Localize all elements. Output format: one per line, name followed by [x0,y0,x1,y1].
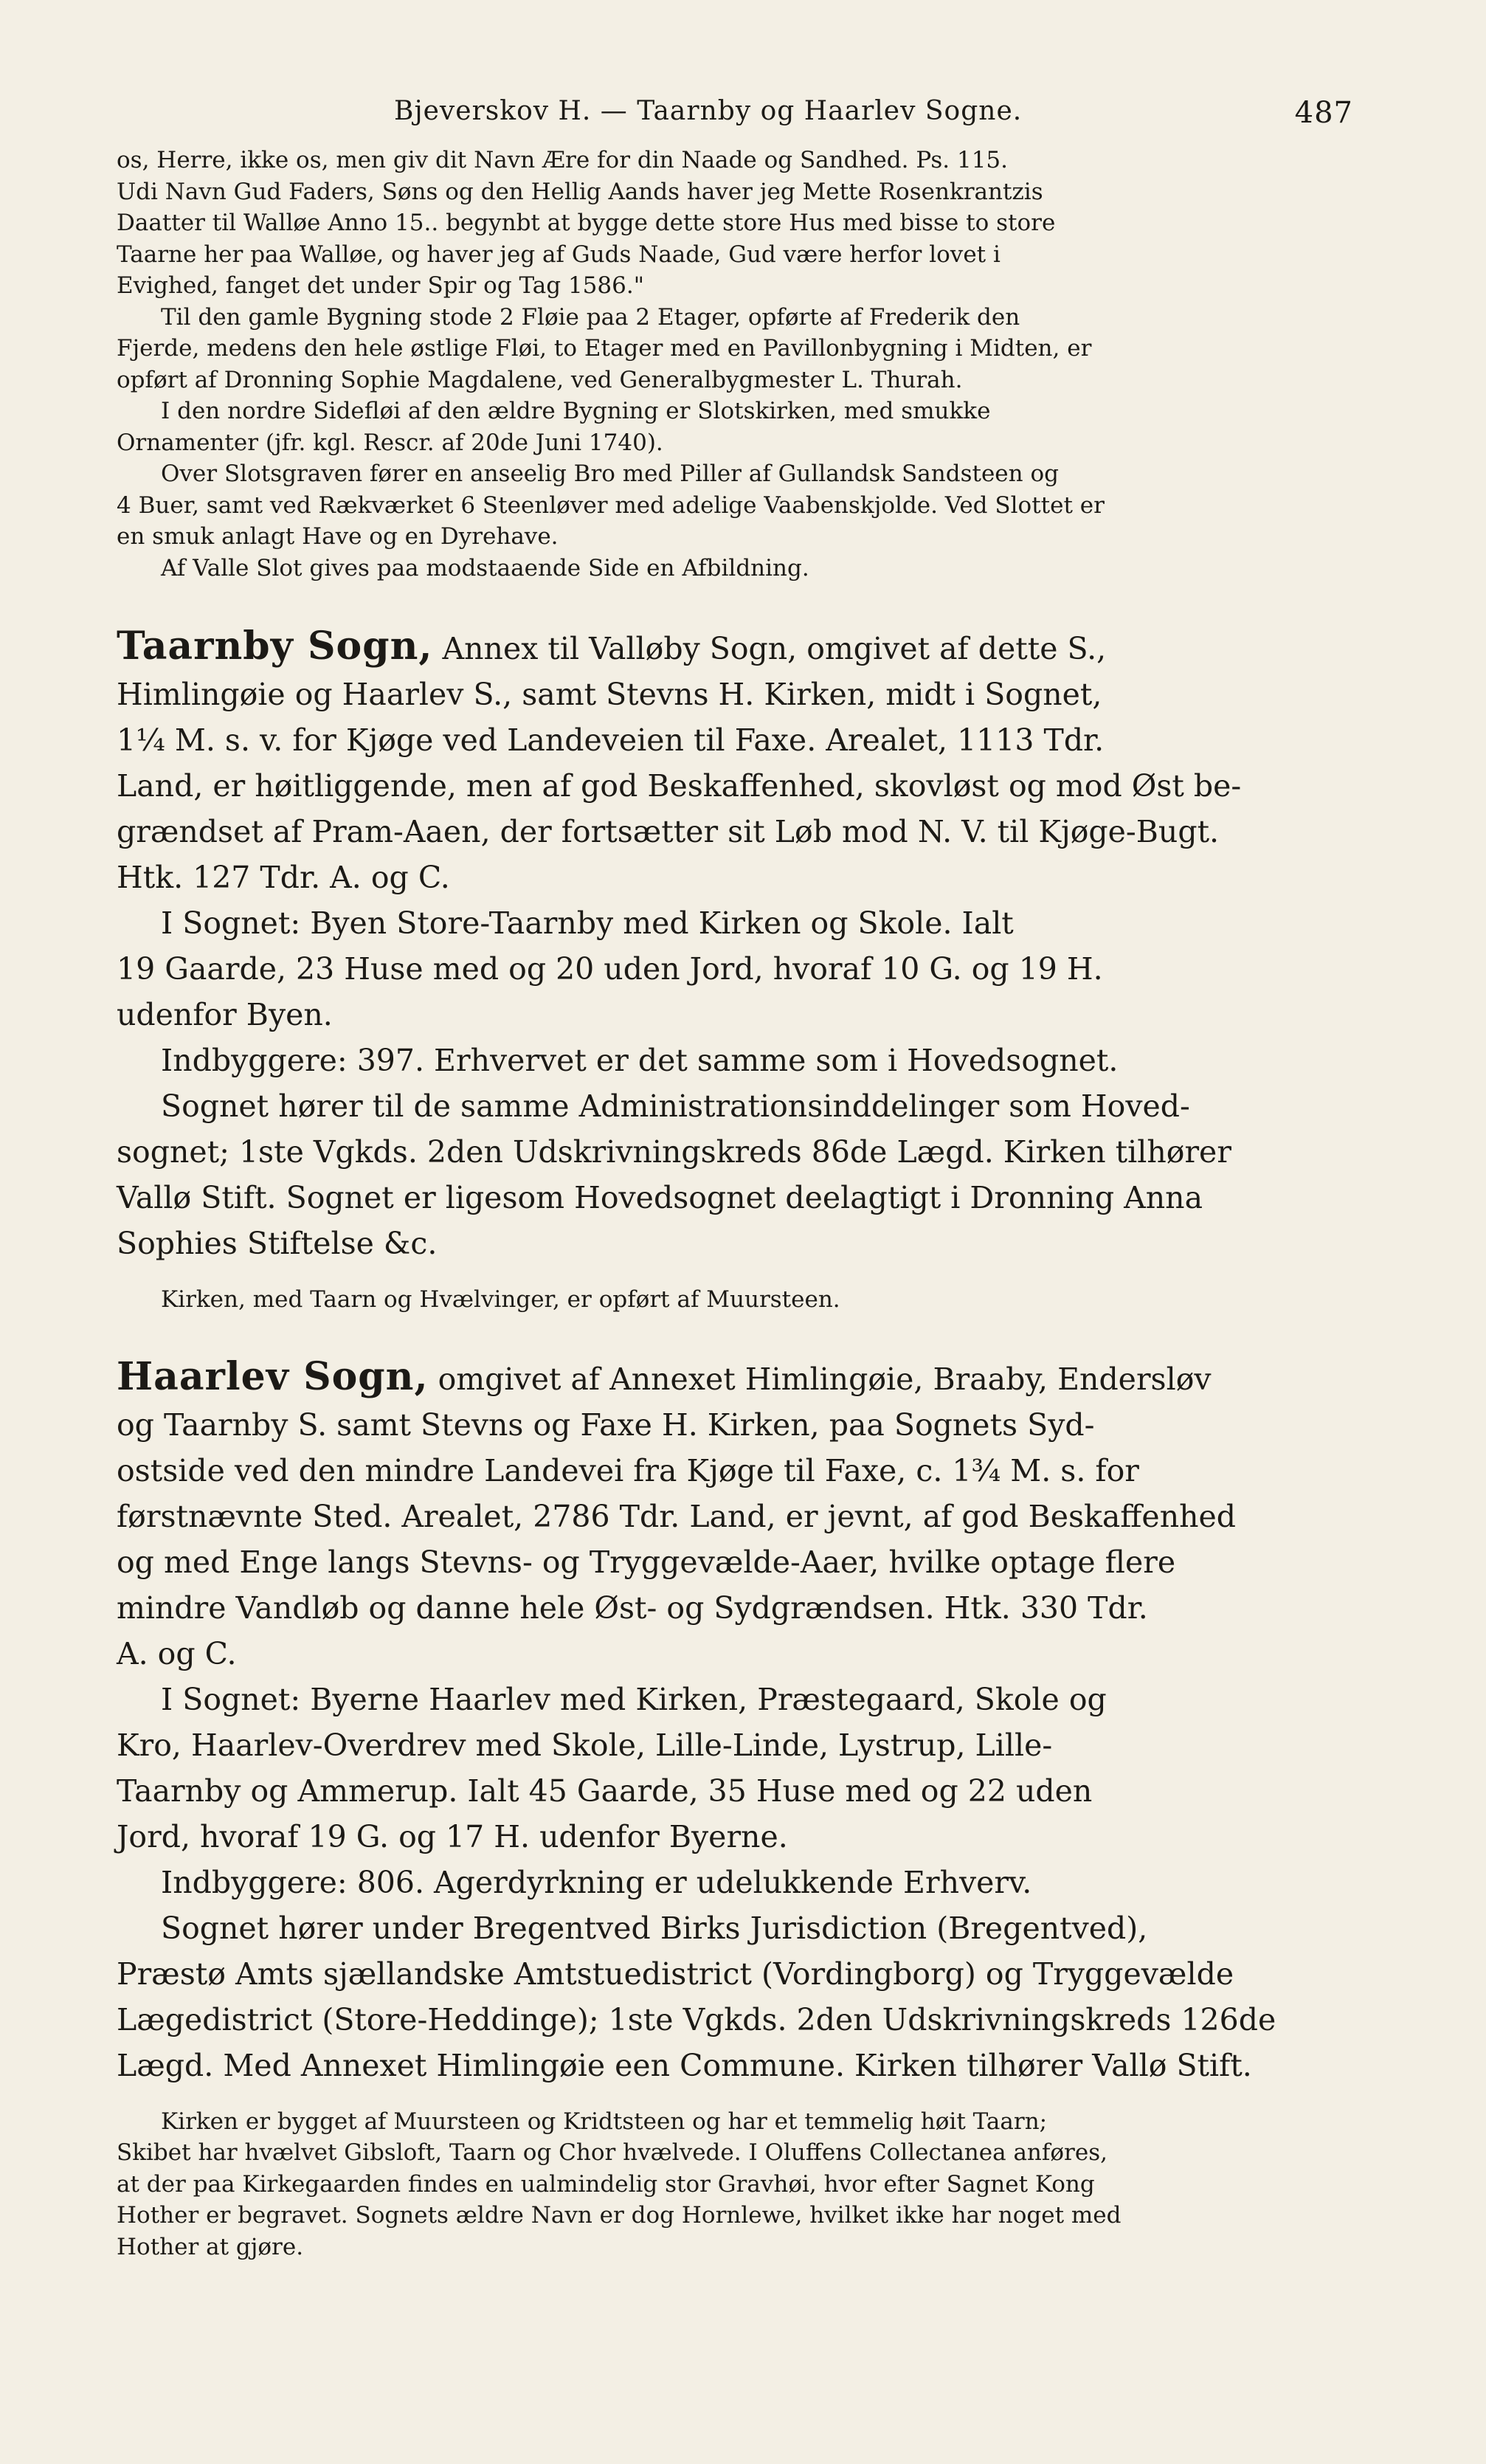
text-line: 19 Gaarde, 23 Huse med og 20 uden Jord, hvoraf 10 G. og 19 H. [117,951,1103,987]
text-line [117,1354,1353,1402]
text-line: opført af Dronning Sophie Magdalene, ved Generalbygmester L. Thurah. [117,366,963,393]
text-line: Sognet hører til de samme Administrationsinddelinger som Hoved- [161,1088,1190,1124]
text-line: Udi Navn Gud Faders, Søns og den Hellig Aands haver jeg Mette Rosenkrantzis [117,178,1043,205]
text-line: Kro, Haarlev-Overdrev med Skole, Lille-Linde, Lystrup, Lille- [117,1727,1053,1763]
text-line: Taarne her paa Walløe, og haver jeg af Guds Naade, Gud være herfor lovet i [117,241,1001,268]
footnote-line: Kirken er bygget af Muursteen og Kridtsteen og har et temmelig høit Taarn; [161,2108,1048,2135]
text-line: Lægedistrict (Store-Heddinge); 1ste Vgkds. 2den Udskrivningskreds 126de [117,2001,1276,2037]
text-line: Daatter til Walløe Anno 15.. begynbt at bygge dette store Hus med bisse to store [117,210,1056,236]
text-line: Jord, hvoraf 19 G. og 17 H. udenfor Byerne. [117,1818,788,1854]
text-line: Sophies Stiftelse &c. [117,1226,438,1261]
text-line: Lægd. Med Annexet Himlingøie een Commune. Kirken tilhører Vallø Stift. [117,2047,1252,2083]
text-line: Indbyggere: 397. Erhvervet er det samme som i Hovedsognet. [161,1043,1119,1078]
text-line: os, Herre, ikke os, men giv dit Navn Ære for din Naade og Sandhed. Ps. 115. [117,147,1009,173]
entry-heading: Haarlev Sogn, [117,1353,429,1399]
footnote-line: Hother er begravet. Sognets ældre Navn er dog Hornlewe, hvilket ikke har noget med [117,2202,1122,2229]
text-line: Taarnby og Ammerup. Ialt 45 Gaarde, 35 Huse med og 22 uden [117,1773,1093,1809]
text-line: Evighed, fanget det under Spir og Tag 1586." [117,272,644,299]
entry-heading: Taarnby Sogn, [117,624,433,669]
text-line: I Sognet: Byerne Haarlev med Kirken, Præstegaard, Skole og [161,1681,1107,1717]
text-line: I den nordre Sidefløi af den ældre Bygning er Slotskirken, med smukke [161,398,991,424]
running-head: Bjeverskov H. — Taarnby og Haarlev Sogne. [394,96,1023,126]
text-line: Af Valle Slot gives paa modstaaende Side en Afbildning. [161,554,809,582]
intro-section [117,145,1353,584]
text-line: udenfor Byen. [117,997,333,1032]
text-line: Til den gamle Bygning stode 2 Fløie paa 2 Etager, opførte af Frederik den [161,303,1020,331]
footnote-line: at der paa Kirkegaarden findes en ualmindelig stor Gravhøi, hvor efter Sagnet Kong [117,2170,1095,2198]
text-line: mindre Vandløb og danne hele Øst- og Sydgrændsen. Htk. 330 Tdr. [117,1590,1148,1626]
text-line: sognet; 1ste Vgkds. 2den Udskrivningskreds 86de Lægd. Kirken tilhører [117,1134,1231,1170]
text-line [117,624,1353,672]
text-line: Præstø Amts sjællandske Amtstuedistrict (Vordingborg) og Tryggevælde [117,1956,1234,1992]
text-line: Vallø Stift. Sognet er ligesom Hovedsognet deelagtigt i Dronning Anna [117,1180,1203,1215]
text-line: Annex til Valløby Sogn, omgivet af dette S., [442,631,1107,666]
text-line: A. og C. [117,1635,237,1671]
text-line: Fjerde, medens den hele østlige Fløi, to Etager med en Pavillonbygning i Midten, er [117,335,1092,362]
haarlev-section [117,1354,1353,2263]
text-line: 4 Buer, samt ved Rækværket 6 Steenløver med adelige Vaabenskjolde. Ved Slottet er [117,491,1105,519]
text-line: 1¼ M. s. v. for Kjøge ved Landeveien til Faxe. Arealet, 1113 Tdr. [117,722,1105,758]
taarnby-section [117,624,1353,1316]
text-line: omgivet af Annexet Himlingøie, Braaby, Endersløv [438,1361,1212,1397]
text-line: Htk. 127 Tdr. A. og C. [117,860,450,895]
text-line: Over Slotsgraven fører en anseelig Bro med Piller af Gullandsk Sandsteen og [161,460,1059,487]
text-line: og med Enge langs Stevns- og Tryggevælde-Aaer, hvilke optage flere [117,1544,1176,1580]
text-line: Himlingøie og Haarlev S., samt Stevns H. Kirken, midt i Sognet, [117,677,1102,712]
text-line: Land, er høitliggende, men af god Beskaffenhed, skovløst og mod Øst be- [117,768,1242,804]
footnote-line: Kirken, med Taarn og Hvælvinger, er opført af Muursteen. [161,1286,840,1313]
footnote-line: Hother at gjøre. [117,2233,304,2260]
text-line: og Taarnby S. samt Stevns og Faxe H. Kirken, paa Sognets Syd- [117,1407,1095,1443]
text-line: Ornamenter (jfr. kgl. Rescr. af 20de Juni 1740). [117,429,663,456]
text-line: I Sognet: Byen Store-Taarnby med Kirken og Skole. Ialt [161,905,1014,941]
page-number: 487 [1294,96,1353,130]
text-line: grændset af Pram-Aaen, der fortsætter sit Løb mod N. V. til Kjøge-Bugt. [117,814,1220,849]
footnote-line: Skibet har hvælvet Gibsloft, Taarn og Chor hvælvede. I Oluffens Collectanea anføres, [117,2139,1107,2166]
page-header [117,96,1353,140]
text-line: ostside ved den mindre Landevei fra Kjøge til Faxe, c. 1¾ M. s. for [117,1452,1139,1488]
text-line: førstnævnte Sted. Arealet, 2786 Tdr. Land, er jevnt, af god Beskaffenhed [117,1498,1237,1534]
text-line: en smuk anlagt Have og en Dyrehave. [117,523,559,550]
text-line: Indbyggere: 806. Agerdyrkning er udelukkende Erhverv. [161,1864,1032,1900]
text-line: Sognet hører under Bregentved Birks Jurisdiction (Bregentved), [161,1910,1148,1946]
